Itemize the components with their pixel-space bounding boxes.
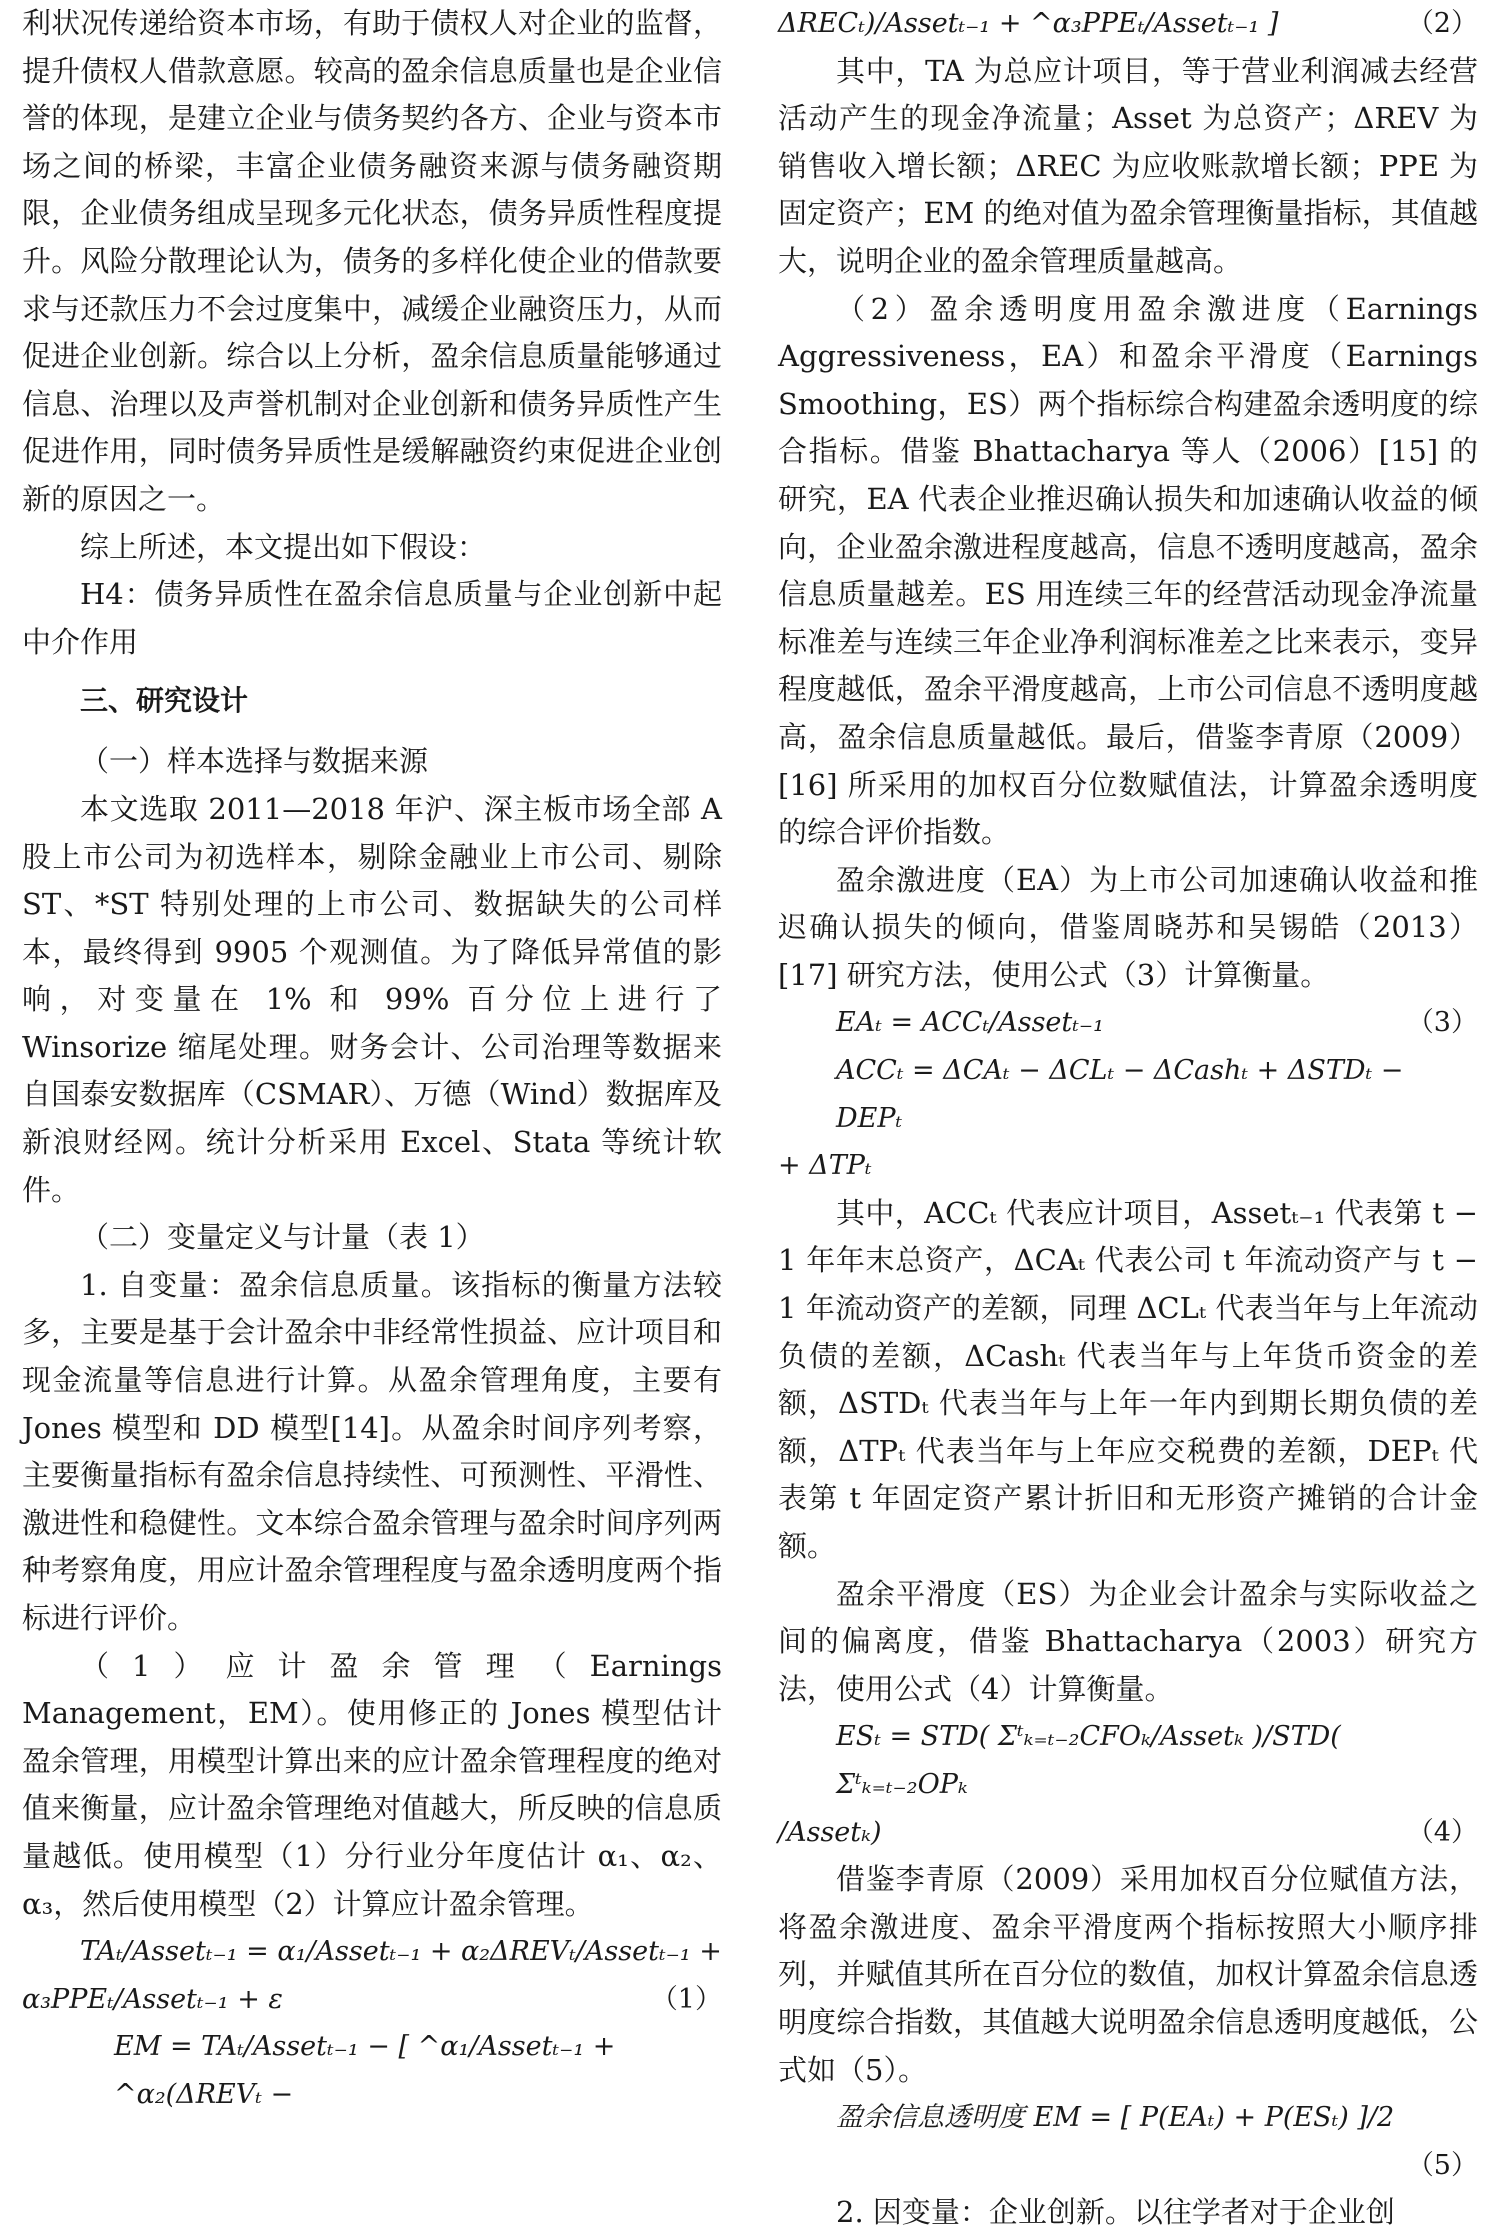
right-column <box>778 0 1478 2237</box>
paragraph-earnings-management: （1）应计盈余管理（Earnings Management，EM）。使用修正的 Jones 模型估计盈余管理，用模型计算出来的应计盈余管理程度的绝对值来衡量，应计盈余管理绝对值越大，所反映的信息质量越低。使用模型（1）分行业分年度估计 α₁、α₂、α₃，然后使用模型（2）计算应计盈余管理。 <box>22 1648 722 1921</box>
equation-3-number: （3） <box>1406 1007 1478 1039</box>
equation-5-line-2 <box>778 2142 1478 2190</box>
paragraph-continued: 利状况传递给资本市场，有助于债权人对企业的监督，提升债权人借款意愿。较高的盈余信息质量也是企业信誉的体现，是建立企业与债务契约各方、企业与资本市场之间的桥梁，丰富企业债务融资来源与债务融资期限，企业债务组成呈现多元化状态，债务异质性程度提升。风险分散理论认为，债务的多样化使企业的借款要求与还款压力不会过度集中，减缓企业融资压力，从而促进企业创新。综合以上分析，盈余信息质量能够通过信息、治理以及声誉机制对企业创新和债务异质性产生促进作用，同时债务异质性是缓解融资约束促进企业创新的原因之一。 <box>22 6 722 516</box>
left-column <box>22 0 722 2119</box>
equation-1-text: α₃PPEₜ/Assetₜ₋₁ + ε <box>22 1983 283 2015</box>
equation-3-text: EAₜ = ACCₜ/Assetₜ₋₁ <box>836 1007 1104 1039</box>
equation-2-text: ΔRECₜ)/Assetₜ₋₁ + ^α₃PPEₜ/Assetₜ₋₁ ] <box>778 8 1279 39</box>
equation-1-line-1: TAₜ/Assetₜ₋₁ = α₁/Assetₜ₋₁ + α₂ΔREVₜ/Assetₜ₋₁ + <box>80 1936 722 1968</box>
equation-5-line-1: 盈余信息透明度 EM = [ P(EAₜ) + P(ESₜ) ]/2 <box>836 2102 1395 2134</box>
equation-3-line-3: + ΔTPₜ <box>778 1150 872 1182</box>
paragraph-earnings-transparency: （2）盈余透明度用盈余激进度（Earnings Aggressiveness，EA）和盈余平滑度（Earnings Smoothing，ES）两个指标综合构建盈余透明度的综合指标。借鉴 Bhattacharya 等人（2006）[15] 的研究，EA 代表企业推迟确认损失和加速确认收益的倾向，企业盈余激进程度越高，信息不透明度越高，盈余信息质量越差。ES 用连续三年的经营活动现金净流量标准差与连续三年企业净利润标准差之比来表示，变异程度越低，盈余平滑度越高，上市公司信息不透明度越高，盈余信息质量越低。最后，借鉴李青原（2009）[16] 所采用的加权百分位数赋值法，计算盈余透明度的综合评价指数。 <box>778 291 1478 850</box>
paragraph-accruals-definition: 其中，ACCₜ 代表应计项目，Assetₜ₋₁ 代表第 t − 1 年年末总资产，ΔCAₜ 代表公司 t 年流动资产与 t − 1 年流动资产的差额，同理 ΔCLₜ 代表当年与上年流动负债的差额，ΔCashₜ 代表当年与上年货币资金的差额，ΔSTDₜ 代表当年与上年一年内到期长期负债的差额，ΔTPₜ 代表当年与上年应交税费的差额，DEPₜ 代表第 t 年固定资产累计折旧和无形资产摊销的合计金额。 <box>778 1195 1478 1563</box>
section-heading: 三、研究设计 <box>80 684 249 718</box>
equation-5-number: （5） <box>1406 2149 1478 2181</box>
equation-2-line-1: EM = TAₜ/Assetₜ₋₁ − [ ^α₁/Assetₜ₋₁ + ^α₂(ΔREVₜ − <box>114 2031 616 2110</box>
equation-4-line-2 <box>778 1809 1478 1857</box>
paragraph-sample: 本文选取 2011—2018 年沪、深主板市场全部 A 股上市公司为初选样本，剔除金融业上市公司、剔除 ST、*ST 特别处理的上市公司、数据缺失的公司样本，最终得到 9905 个观测值。为了降低异常值的影响，对变量在 1% 和 99% 百分位上进行了 Winsorize 缩尾处理。财务会计、公司治理等数据来自国泰安数据库（CSMAR）、万德（Wind）数据库及新浪财经网。统计分析采用 Excel、Stata 等统计软件。 <box>22 791 722 1207</box>
equation-2-number: （2） <box>1406 8 1478 39</box>
paragraph-dependent-variable: 2. 因变量：企业创新。以往学者对于企业创 <box>836 2195 1395 2230</box>
equation-4-text: /Assetₖ) <box>778 1816 882 1848</box>
equation-3-line-1 <box>778 999 1478 1047</box>
hypothesis-h4: H4：债务异质性在盈余信息质量与企业创新中起中介作用 <box>22 577 722 659</box>
paragraph-summary: 综上所述，本文提出如下假设： <box>80 529 487 564</box>
subsection-heading-sample: （一）样本选择与数据来源 <box>80 744 429 779</box>
subsection-heading-variables: （二）变量定义与计量（表 1） <box>80 1220 485 1255</box>
equation-2-line-2 <box>778 0 1478 48</box>
equation-3-line-2: ACCₜ = ΔCAₜ − ΔCLₜ − ΔCashₜ + ΔSTDₜ − DEPₜ <box>836 1055 1404 1134</box>
paragraph-earnings-aggressiveness: 盈余激进度（EA）为上市公司加速确认收益和推迟确认损失的倾向，借鉴周晓苏和吴锡皓（2013）[17] 研究方法，使用公式（3）计算衡量。 <box>778 862 1478 992</box>
equation-1-line-2 <box>22 1976 722 2024</box>
equation-4-line-1: ESₜ = STD( Σᵗₖ₌ₜ₋₂CFOₖ/Assetₖ )/STD( Σᵗₖ₌ₜ₋₂OPₖ <box>836 1721 1341 1800</box>
paragraph-weighted-percentile: 借鉴李青原（2009）采用加权百分位赋值方法，将盈余激进度、盈余平滑度两个指标按照大小顺序排列，并赋值其所在百分位的数值，加权计算盈余信息透明度综合指数，其值越大说明盈余信息透明度越低，公式如（5）。 <box>778 1862 1478 2087</box>
equation-4-number: （4） <box>1406 1816 1478 1848</box>
equation-1-number: （1） <box>650 1983 722 2015</box>
paragraph-variable-definitions: 其中，TA 为总应计项目，等于营业利润减去经营活动产生的现金净流量；Asset 为总资产；ΔREV 为销售收入增长额；ΔREC 为应收账款增长额；PPE 为固定资产；EM 的绝对值为盈余管理衡量指标，其值越大，说明企业的盈余管理质量越高。 <box>778 53 1478 278</box>
paragraph-independent-variable: 1. 自变量：盈余信息质量。该指标的衡量方法较多，主要是基于会计盈余中非经常性损益、应计项目和现金流量等信息进行计算。从盈余管理角度，主要有 Jones 模型和 DD 模型[14]。从盈余时间序列考察，主要衡量指标有盈余信息持续性、可预测性、平滑性、激进性和稳健性。文本综合盈余管理与盈余时间序列两种考察角度，用应计盈余管理程度与盈余透明度两个指标进行评价。 <box>22 1267 722 1635</box>
paragraph-earnings-smoothing: 盈余平滑度（ES）为企业会计盈余与实际收益之间的偏离度，借鉴 Bhattacharya（2003）研究方法，使用公式（4）计算衡量。 <box>778 1576 1478 1706</box>
